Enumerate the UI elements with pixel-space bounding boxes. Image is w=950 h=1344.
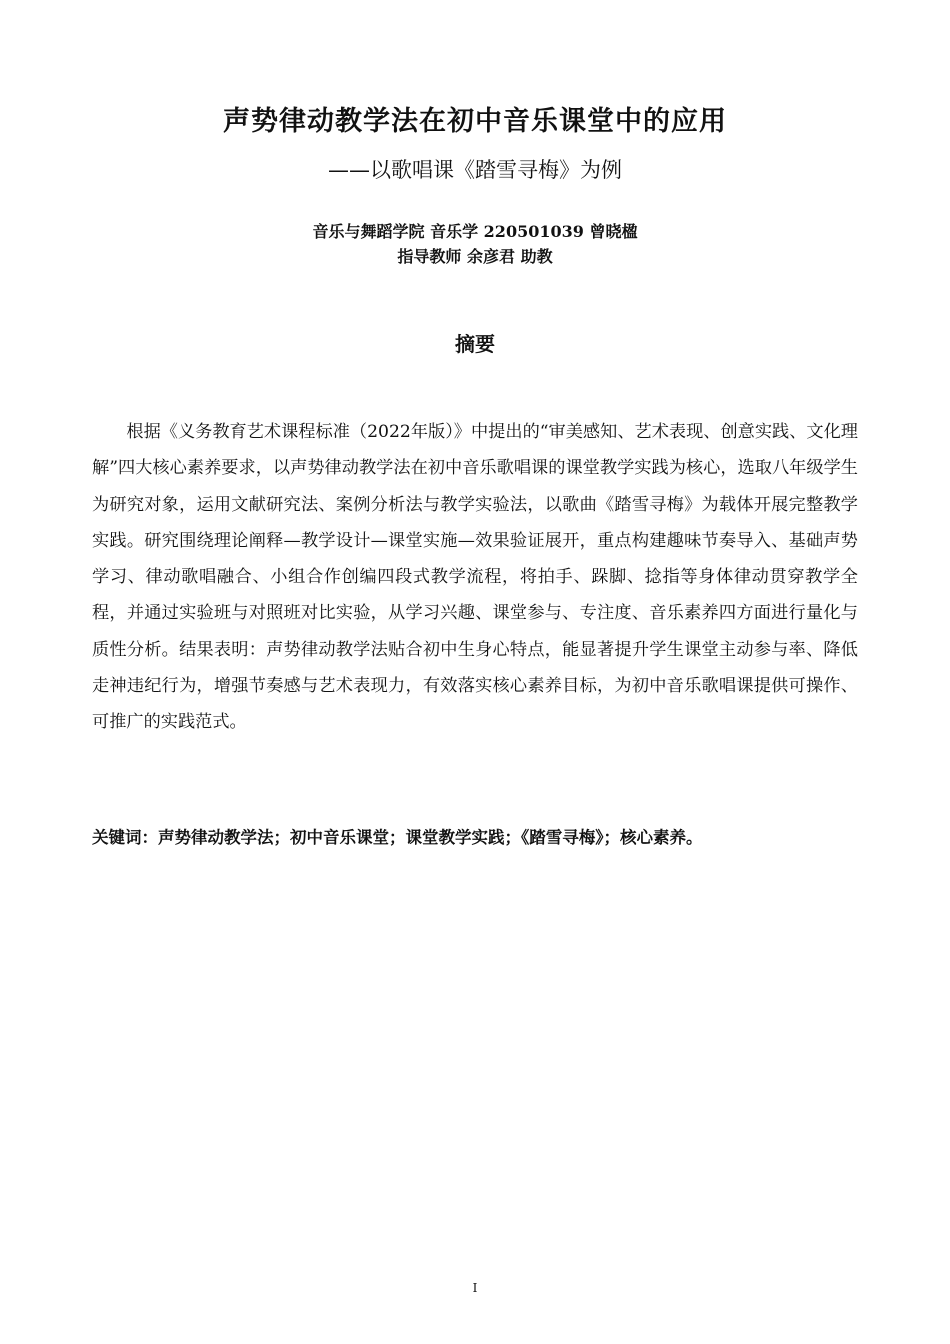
advisor-info: 指导教师 余彦君 助教 <box>397 247 553 266</box>
abstract-body: 根据《义务教育艺术课程标准（2022年版）》中提出的“审美感知、艺术表现、创意实践、文化理解”四大核心素养要求，以声势律动教学法在初中音乐歌唱课的课堂教学实践为核心，选取八年级学生为研究对象，运用文献研究法、案例分析法与教学实验法，以歌曲《踏雪寻梅》为载体开展完整教学实践。研究围绕理论阐释—教学设计—课堂实施—效果验证展开，重点构建趣味节奏导入、基础声势学习、律动歌唱融合、小组合作创编四段式教学流程，将拍手、跺脚、捻指等身体律动贯穿教学全程，并通过实验班与对照班对比实验，从学习兴趣、课堂参与、专注度、音乐素养四方面进行量化与质性分析。结果表明：声势律动教学法贴合初中生身心特点，能显著提升学生课堂主动参与率、降低走神违纪行为，增强节奏感与艺术表现力，有效落实核心素养目标，为初中音乐歌唱课提供可操作、可推广的实践范式。 <box>92 422 858 733</box>
abstract-heading: 摘要 <box>455 332 495 356</box>
keywords: 关键词：声势律动教学法；初中音乐课堂；课堂教学实践；《踏雪寻梅》；核心素养。 <box>92 828 703 847</box>
paper-title: 声势律动教学法在初中音乐课堂中的应用 <box>223 106 727 137</box>
page-number: I <box>472 1281 478 1295</box>
author-info: 音乐与舞蹈学院 音乐学 220501039 曾晓楹 <box>312 222 638 241</box>
paper-subtitle: ——以歌唱课《踏雪寻梅》为例 <box>328 158 622 182</box>
